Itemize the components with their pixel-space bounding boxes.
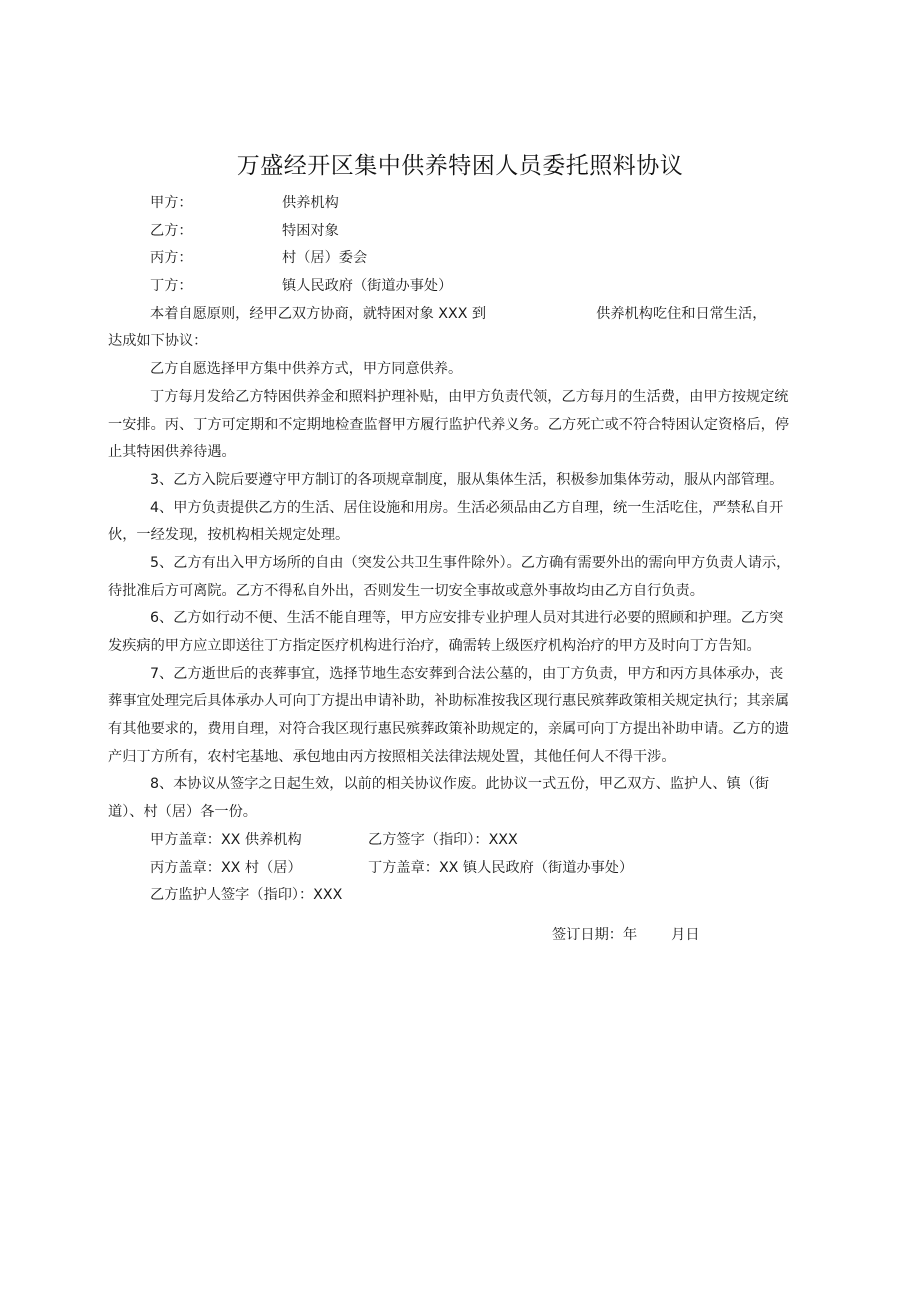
party-value: 供养机构	[282, 195, 339, 211]
party-row-ding	[108, 273, 826, 301]
clause-7-line: 葬事宜处理完后具体承办人可向丁方提出申请补助，补助标准按我区现行惠民殡葬政策相关规定执行；其亲属	[108, 693, 790, 710]
party-value: 镇人民政府（街道办事处）	[282, 278, 453, 295]
clause-3: 3、乙方入院后要遵守甲方制订的各项规章制度，服从集体生活，积极参加集体劳动，服从内部管理。	[150, 471, 784, 488]
clause-2-line: 一安排。丙、丁方可定期和不定期地检查监督甲方履行监护代养义务。乙方死亡或不符合特困认定资格后，停	[108, 416, 790, 433]
clause-2-line: 丁方每月发给乙方特困供养金和照料护理补贴，由甲方负责代领，乙方每月的生活费，由甲方按规定统	[150, 388, 789, 405]
clause-1: 乙方自愿选择甲方集中供养方式，甲方同意供养。	[150, 361, 463, 378]
clause-7-line: 产归丁方所有，农村宅基地、承包地由丙方按照相关法律法规处置，其他任何人不得干涉。	[108, 748, 676, 765]
signature-jia: 甲方盖章：XX 供养机构	[150, 831, 302, 848]
clause-6-line: 6、乙方如行动不便、生活不能自理等，甲方应安排专业护理人员对其进行必要的照顾和护理。乙方突	[150, 610, 784, 627]
clause-5-line: 待批准后方可离院。乙方不得私自外出，否则发生一切安全事故或意外事故均由乙方自行负责。	[108, 582, 704, 599]
party-row-bing	[108, 245, 826, 273]
party-value: 村（居）委会	[282, 250, 368, 267]
clause-4-line: 4、甲方负责提供乙方的生活、居住设施和用房。生活必须品由乙方自理，统一生活吃住，严禁私自开	[150, 499, 784, 516]
signature-guardian: 乙方监护人签字（指印）：XXX	[150, 887, 343, 904]
preamble-text-b: 供养机构吃住和日常生活，	[596, 305, 767, 322]
party-value: 特困对象	[282, 222, 339, 239]
clause-2-line: 止其特困供养待遇。	[108, 444, 236, 461]
party-label: 丙方：	[150, 250, 193, 267]
party-row-yi	[108, 218, 826, 246]
signature-ding: 丁方盖章：XX 镇人民政府（街道办事处）	[368, 859, 634, 876]
clause-6-line: 发疾病的甲方应立即送往丁方指定医疗机构进行治疗，确需转上级医疗机构治疗的甲方及时向丁方告知。	[108, 638, 761, 654]
signature-row	[108, 855, 826, 883]
signing-date-label: 签订日期：年	[552, 927, 638, 943]
signature-bing: 丙方盖章：XX 村（居）	[150, 859, 302, 876]
clause-5-line: 5、乙方有出入甲方场所的自由（突发公共卫生事件除外）。乙方确有需要外出的需向甲方负责人请示，	[150, 554, 791, 571]
signing-date	[552, 922, 700, 950]
signature-row	[108, 827, 826, 855]
agreement-body	[108, 190, 826, 910]
document-title: 万盛经开区集中供养特困人员委托照料协议	[236, 153, 684, 179]
clause-4-line: 伙，一经发现，按机构相关规定处理。	[108, 527, 350, 544]
preamble-text-a: 本着自愿原则，经甲乙双方协商，就特困对象 XXX 到	[150, 305, 487, 322]
signing-date-suffix: 月日	[671, 927, 700, 943]
party-row-jia	[108, 190, 826, 218]
clause-8-line: 8、本协议从签字之日起生效，以前的相关协议作废。此协议一式五份，甲乙双方、监护人、镇（街	[150, 776, 770, 793]
clause-8-line: 道）、村（居）各一份。	[108, 804, 257, 821]
clause-7-line: 7、乙方逝世后的丧葬事宜，选择节地生态安葬到合法公墓的，由丁方负责，甲方和丙方具体承办，丧	[150, 665, 784, 682]
party-label: 丁方：	[150, 278, 193, 295]
party-label: 甲方：	[150, 195, 193, 211]
clause-7-line: 有其他要求的，费用自理，对符合我区现行惠民殡葬政策补助规定的，亲属可向丁方提出补助申请。乙方的遗	[108, 721, 790, 738]
preamble-line	[108, 301, 826, 329]
signature-yi: 乙方签字（指印）：XXX	[368, 831, 518, 848]
party-label: 乙方：	[150, 222, 193, 239]
preamble-line: 达成如下协议：	[108, 333, 208, 350]
